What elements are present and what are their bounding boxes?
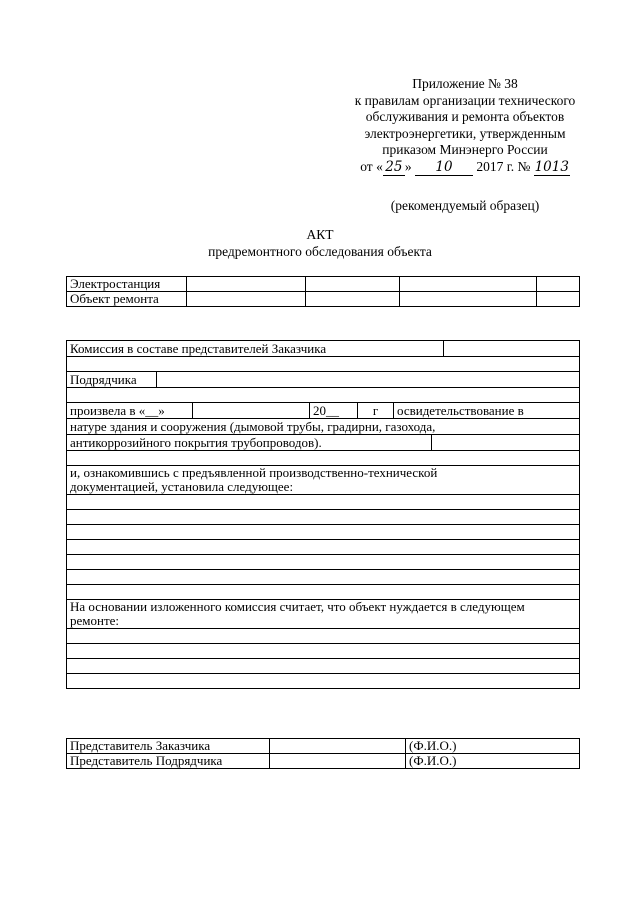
table-row [67,292,580,307]
blank-line[interactable] [67,629,580,644]
customer-representative-label: Представитель Заказчика [67,739,270,754]
blank-line[interactable] [67,585,580,600]
table-row [67,570,580,585]
table-row [67,388,580,403]
table-row [67,540,580,555]
table-row [67,403,580,419]
performed-date-label: произвела в «__» [67,403,193,419]
blank-line[interactable] [67,644,580,659]
contractor-field[interactable] [157,372,580,388]
appendix-line-3: обслуживания и ремонта объектов [365,109,565,124]
date-month: 10 [415,160,473,176]
object-table [66,276,580,307]
appendix-block [330,76,600,176]
blank-line[interactable] [67,570,580,585]
customer-signature-field[interactable] [270,739,406,754]
conclusion-line-2: ремонте: [70,613,120,628]
table-row [67,644,580,659]
blank-line[interactable] [67,659,580,674]
familiar-line-2: документацией, установила следующее: [70,479,294,494]
inspection-line-3: антикоррозийного покрытия трубопроводов). [67,435,432,451]
table-row [67,674,580,689]
appendix-number: Приложение № 38 [412,76,518,91]
date-mid: » [404,158,412,174]
repair-object-cell-2[interactable] [306,292,400,307]
table-row [67,629,580,644]
blank-line[interactable] [67,388,580,403]
blank-line[interactable] [67,495,580,510]
table-row [67,510,580,525]
table-row [67,435,580,451]
table-row [67,555,580,570]
table-row [67,600,580,629]
power-station-label: Электростанция [67,277,187,292]
familiar-line-1: и, ознакомившись с предъявленной производственно-технической [70,465,438,480]
table-row [67,466,580,495]
contractor-fio: (Ф.И.О.) [406,754,580,769]
commission-table [66,340,580,689]
table-row [67,357,580,372]
familiar-text [67,466,580,495]
blank-line[interactable] [67,357,580,372]
inspection-extra-field[interactable] [432,435,580,451]
title-main: АКТ [306,227,334,242]
title-sub: предремонтного обследования объекта [208,244,432,259]
conclusion-line-1: На основании изложенного комиссия считает, что объект нуждается в следующем [70,599,525,614]
appendix-date-line [330,159,600,176]
table-row [67,419,580,435]
year-prefix: 20__ [310,403,358,419]
power-station-cell-1[interactable] [187,277,306,292]
inspection-text: освидетельствование в [394,403,580,419]
blank-line[interactable] [67,451,580,466]
repair-object-cell-3[interactable] [400,292,537,307]
repair-object-cell-1[interactable] [187,292,306,307]
blank-line[interactable] [67,510,580,525]
year-suffix: г [358,403,394,419]
commission-members-label: Комиссия в составе представителей Заказчика [67,341,444,357]
order-number: 1013 [534,158,569,175]
appendix-line-2: к правилам организации технического [354,92,576,108]
date-day: 25 [383,160,405,176]
table-row [67,754,580,769]
table-row [67,277,580,292]
contractor-label: Подрядчика [67,372,157,388]
appendix-line-4: электроэнергетики, утвержденным [364,125,566,141]
table-row [67,659,580,674]
signatures-table [66,738,580,769]
contractor-representative-label: Представитель Подрядчика [67,754,270,769]
power-station-cell-3[interactable] [400,277,537,292]
commission-members-field[interactable] [444,341,580,357]
table-row [67,341,580,357]
appendix-line-5: приказом Минэнерго России [382,142,548,157]
document-title [150,226,490,260]
sample-note: (рекомендуемый образец) [390,198,540,213]
power-station-cell-2[interactable] [306,277,400,292]
date-year: 2017 г. № [476,158,531,174]
repair-object-cell-4[interactable] [537,292,580,307]
table-row [67,495,580,510]
inspection-line-2: натуре здания и сооружения (дымовой трубы, градирни, газохода, [67,419,580,435]
power-station-cell-4[interactable] [537,277,580,292]
blank-line[interactable] [67,525,580,540]
table-row [67,525,580,540]
performed-month-field[interactable] [193,403,310,419]
date-prefix: от « [360,158,383,174]
table-row [67,739,580,754]
table-row [67,372,580,388]
contractor-signature-field[interactable] [270,754,406,769]
table-row [67,585,580,600]
conclusion-text [67,600,580,629]
table-row [67,451,580,466]
blank-line[interactable] [67,674,580,689]
customer-fio: (Ф.И.О.) [406,739,580,754]
repair-object-label: Объект ремонта [67,292,187,307]
blank-line[interactable] [67,555,580,570]
blank-line[interactable] [67,540,580,555]
